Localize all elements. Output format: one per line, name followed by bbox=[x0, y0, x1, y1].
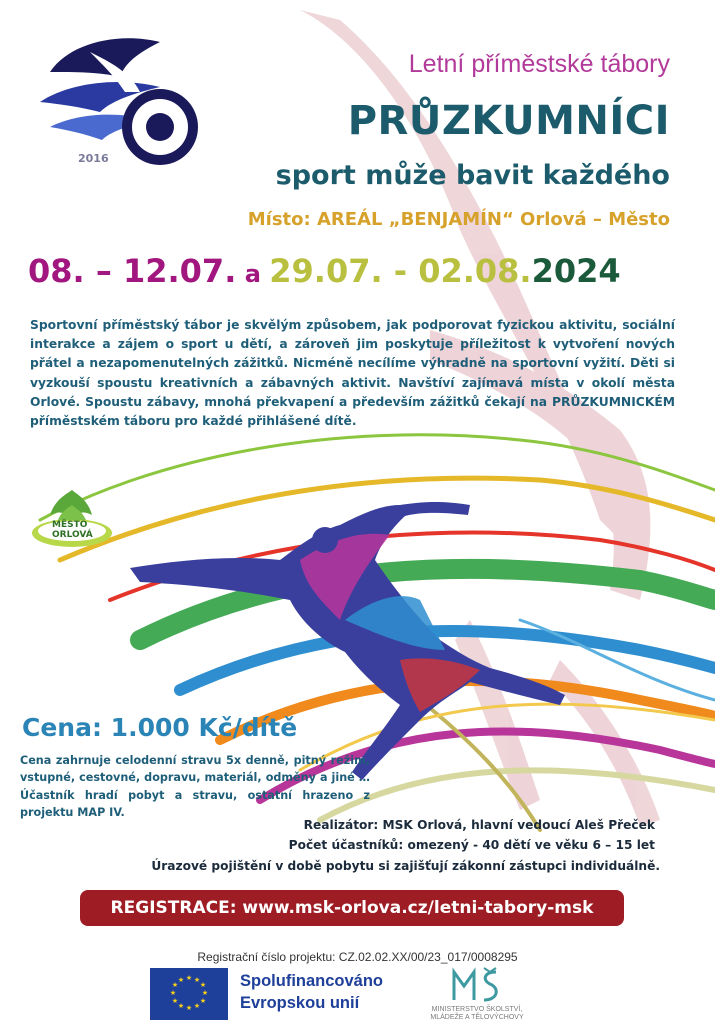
price-heading: Cena: 1.000 Kč/dítě bbox=[22, 713, 298, 742]
svg-text:★: ★ bbox=[199, 981, 207, 989]
dates-year: 2024 bbox=[531, 252, 621, 290]
club-logo-year: 2016 bbox=[78, 152, 109, 165]
svg-text:★: ★ bbox=[201, 989, 209, 997]
intro-paragraph: Sportovní příměstský tábor je skvělým způsobem, jak podporovat fyzickou aktivitu, sociální interakce a zájem o sport u dětí, a zároveň jim poskytuje příležitost k vytvoření nových přátel a nezapomenutelných zážitků. Nicméně necílíme výhradně na sportovní vyžití. Děti si vyzkouší spoustu kreativních a zábavných aktivit. Navštíví zajímavá místa v okolí města Orlové. Spoustu zábavy, mnohá překvapení a především zážitků čekají na PRŮZKUMNICKÉM příměstském táboru pro každé přihlášené dítě. bbox=[30, 318, 675, 429]
eu-text-line2: Evropskou unií bbox=[240, 994, 360, 1012]
msmt-line2: MLÁDEŽE A TĚLOVÝCHOVY bbox=[430, 1014, 524, 1021]
registration-link[interactable]: REGISTRACE: www.msk-orlova.cz/letni-tabory-msk bbox=[80, 890, 624, 926]
svg-text:★: ★ bbox=[193, 1002, 201, 1010]
svg-text:★: ★ bbox=[193, 976, 201, 984]
event-dates bbox=[28, 252, 688, 290]
club-eagle-logo bbox=[30, 32, 205, 172]
orlova-logo-line1: MĚSTO bbox=[52, 520, 88, 530]
insurance-line: Úrazové pojištění v době pobytu si zajišťují zákonní zástupci individuálně. bbox=[151, 859, 660, 873]
svg-text:★: ★ bbox=[169, 989, 177, 997]
orlova-logo-text bbox=[52, 520, 93, 540]
event-place: Místo: AREÁL „BENJAMÍN“ Orlová – Město bbox=[247, 209, 670, 230]
eu-text-line1: Spolufinancováno bbox=[240, 972, 384, 990]
svg-text:★: ★ bbox=[171, 981, 179, 989]
price-note: Cena zahrnuje celodenní stravu 5x denně, pitný režim, vstupné, cestovné, dopravu, materiál, odměny a jiné … Účastník hradí pobyt a stravu, ostatní hrazeno z projektu MAP IV. bbox=[20, 754, 370, 819]
svg-text:★: ★ bbox=[177, 1002, 185, 1010]
orlova-logo-line2: ORLOVÁ bbox=[52, 530, 93, 540]
event-subtitle: Letní příměstské tábory bbox=[408, 50, 670, 78]
svg-text:★: ★ bbox=[185, 1004, 193, 1012]
svg-text:★: ★ bbox=[177, 976, 185, 984]
svg-text:★: ★ bbox=[185, 974, 193, 982]
eu-flag-icon bbox=[150, 968, 228, 1020]
dates-first-term: 08. – 12.07. bbox=[28, 252, 237, 290]
dates-second-term: 29.07. - 02.08. bbox=[269, 252, 532, 290]
event-title: PRŮZKUMNÍCI bbox=[347, 98, 670, 144]
organizer-line: Realizátor: MSK Orlová, hlavní vedoucí Aleš Přeček bbox=[303, 818, 655, 832]
participants-line: Počet účastníků: omezený - 40 dětí ve věku 6 – 15 let bbox=[288, 838, 655, 852]
dates-conjunction: a bbox=[236, 260, 270, 288]
msmt-logo-icon bbox=[444, 966, 514, 1006]
event-tagline: sport může bavit každého bbox=[275, 160, 670, 191]
msmt-line1: MINISTERSTVO ŠKOLSTVÍ, bbox=[431, 1006, 523, 1013]
project-number: Registrační číslo projektu: CZ.02.02.XX/00/23_017/0008295 bbox=[197, 950, 518, 964]
svg-text:★: ★ bbox=[199, 997, 207, 1005]
svg-text:★: ★ bbox=[171, 997, 179, 1005]
eu-cofinanced-text bbox=[240, 970, 383, 1014]
msmt-caption bbox=[422, 1006, 532, 1022]
